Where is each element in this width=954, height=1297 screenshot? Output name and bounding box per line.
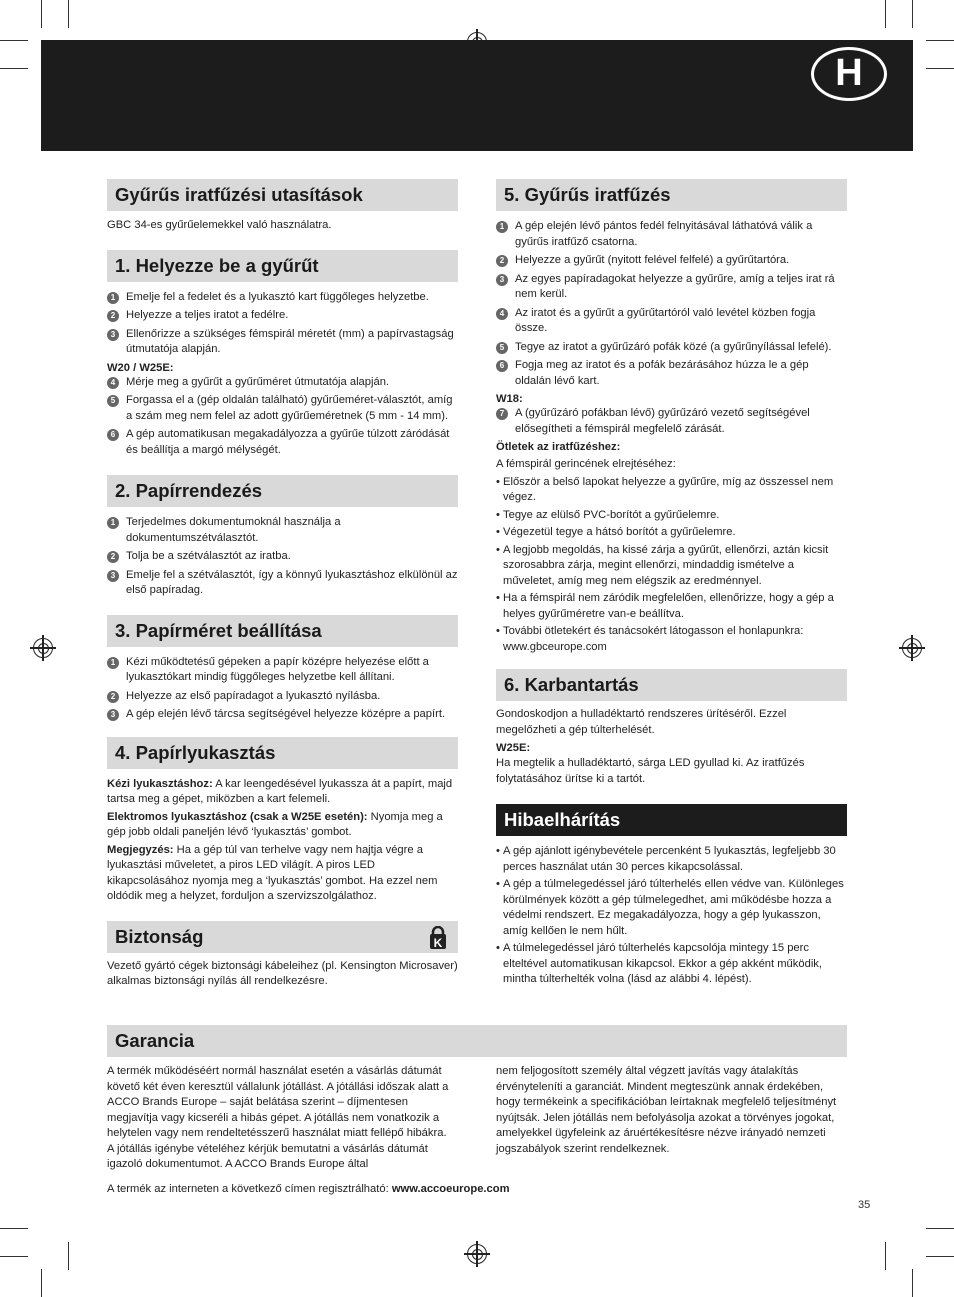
model-subhead: W25E:: [496, 742, 531, 754]
step-list: [107, 515, 458, 599]
crop-mark: [926, 40, 954, 41]
section-title-maintenance: 6. Karbantartás: [496, 669, 847, 701]
list-item: • Végezetül tegye a hátsó borítót a gyűrűelemre.: [496, 526, 736, 538]
list-item: 2 Helyezze a teljes iratot a fedélre.: [107, 308, 458, 324]
section-title-punching: 4. Papírlyukasztás: [107, 737, 458, 769]
crop-mark: [68, 1242, 69, 1270]
crop-mark: [926, 1256, 954, 1257]
punch-paragraph: Kézi lyukasztáshoz: A kar leengedésével lyukassza át a papírt, majd tartsa meg a gépet, miközben a kart felemeli.: [107, 777, 453, 805]
list-item: 1 Emelje fel a fedelet és a lyukasztó kart függőleges helyzetbe.: [107, 290, 458, 306]
header-banner: [41, 40, 913, 151]
list-item: 3 Emelje fel a szétválasztót, így a könnyű lyukasztáshoz elkülönül az első papíradag.: [107, 568, 458, 599]
list-item: • Tegye az elülső PVC-borítót a gyűrűelemre.: [496, 508, 720, 521]
section-title-paper-sort: 2. Papírrendezés: [107, 475, 458, 507]
crop-mark: [68, 0, 69, 28]
section-title-binding: 5. Gyűrűs iratfűzés: [496, 179, 847, 211]
list-item: 7 A (gyűrűzáró pofákban lévő) gyűrűzáró vezető segítségével elősegítheti a fémspirál megfelelő zárását.: [496, 406, 847, 437]
list-item: 4 Mérje meg a gyűrűt a gyűrűméret útmutatója alapján.: [107, 375, 458, 391]
page-number: 35: [858, 1199, 871, 1211]
step-list: [496, 219, 847, 437]
registration-mark-icon: [33, 638, 53, 658]
list-item: 5 Tegye az iratot a gyűrűzáró pofák közé (a gyűrűnyílással lefelé).: [496, 340, 847, 356]
intro-text: GBC 34-es gyűrűelemekkel való használatra.: [107, 219, 332, 231]
section-title-warranty: Garancia: [107, 1025, 847, 1057]
list-item: 6 Fogja meg az iratot és a pofák bezárásához húzza le a gép oldalán lévő kart.: [496, 358, 847, 389]
crop-mark: [885, 1242, 886, 1270]
list-item: 3 Ellenőrizze a szükséges fémspirál méretét (mm) a papírvastagság útmutatója alapján.: [107, 327, 458, 358]
list-item: 1 Terjedelmes dokumentumoknál használja a dokumentumszétválasztót.: [107, 515, 458, 546]
warranty-text: A termék működéséért normál használat esetén a vásárlás dátumát követő két éven keresztül vállalunk jótállást. A jótállási időszak alatt a ACCO Brands Europe – saját belátása szerint – díjmentesen megjavítja vagy kicseréli a hibás gépet. A jótállás nem vonatkozik a helytelen vagy nem rendeltetésszerű használat miatt fellépő hibákra. A jótállás igénybe vételéhez kérjük bemutatni a vásárlás dátumát igazoló dokumentumot. A ACCO Brands Europe által: [107, 1065, 449, 1170]
left-column: [107, 179, 458, 990]
section-title-safety: Biztonság K: [107, 921, 458, 953]
list-item: 2 Helyezze a gyűrűt (nyitott felével felfelé) a gyűrűtartóra.: [496, 253, 847, 269]
list-item: • A túlmelegedéssel járó túlterhelés kapcsolója mintegy 15 perc elteltével automatikusan kikapcsol. Ekkor a gép akként működik, mintha túlterhelték volna (lásd az alábbi 4. lépést).: [496, 942, 823, 985]
crop-mark: [926, 68, 954, 69]
tips-intro: A fémspirál gerincének elrejtéséhez:: [496, 458, 676, 470]
warranty-section: [107, 1025, 847, 1197]
registration-link[interactable]: www.accoeurope.com: [391, 1182, 510, 1195]
maintenance-text: Ha megtelik a hulladéktartó, sárga LED gyullad ki. Az iratfűzés folytatásához ürítse ki a tartót.: [496, 757, 805, 785]
crop-mark: [885, 0, 886, 28]
crop-mark: [0, 1228, 28, 1229]
safety-text: Vezető gyártó cégek biztonsági kábeleihez (pl. Kensington Microsaver) alkalmas biztonsági nyílás áll rendelkezésre.: [107, 959, 458, 987]
list-item: • A gép a túlmelegedéssel járó túlterhelés ellen védve van. Különleges körülmények között a gép túlmelegedhet, ami működésbe hozza a védelmi rendszert. Ez megakadályozza, hogy a gép lyukasszon, amíg kellően le nem hűlt.: [496, 878, 844, 937]
list-item: 2 Tolja be a szétválasztót az iratba.: [107, 549, 458, 565]
crop-mark: [912, 1269, 913, 1297]
list-item: • A gép ajánlott igénybevétele percenként 5 lyukasztás, legfeljebb 30 perces használat után 30 perces kikapcsolással.: [496, 845, 836, 873]
maintenance-text: Gondoskodjon a hulladéktartó rendszeres ürítéséről. Ezzel megelőzheti a gép túlterhelését.: [496, 708, 787, 736]
list-item: 1 A gép elején lévő pántos fedél felnyitásával láthatóvá válik a gyűrűs iratfűző csatorna.: [496, 219, 847, 250]
registration-mark-icon: [902, 638, 922, 658]
language-badge: H: [811, 47, 887, 101]
registration-line: A termék az interneten a következő címen regisztrálható: www.accoeurope.com: [107, 1182, 510, 1195]
section-title-troubleshooting: Hibaelhárítás: [496, 804, 847, 836]
model-subhead: W18:: [496, 393, 523, 405]
list-item: • A legjobb megoldás, ha kissé zárja a gyűrűt, ellenőrzi, aztán kicsit szorosabbra zárja, megint ellenőrzi, mindaddig ismételve a műveletet, amíg meg nem elégszik az eredménnyel.: [496, 543, 829, 587]
section-title-ring-binding: Gyűrűs iratfűzési utasítások: [107, 179, 458, 211]
tips-heading: Ötletek az iratfűzéshez:: [496, 441, 621, 453]
list-item: 4 Az iratot és a gyűrűt a gyűrűtartóról való levétel közben fogja össze.: [496, 306, 847, 337]
list-item: 3 A gép elején lévő tárcsa segítségével helyezze középre a papírt.: [107, 707, 458, 723]
model-subhead: W20 / W25E:: [107, 361, 174, 374]
section-title-paper-size: 3. Papírméret beállítása: [107, 615, 458, 647]
right-column: [496, 179, 847, 990]
crop-mark: [0, 68, 28, 69]
list-item: 5 Forgassa el a (gép oldalán található) gyűrűeméret-választót, amíg a szám meg nem felel az adott gyűrűeméretnek (5 mm - 14 mm).: [107, 393, 458, 424]
step-list: [107, 655, 458, 723]
crop-mark: [926, 1228, 954, 1229]
crop-mark: [0, 40, 28, 41]
svg-text:K: K: [433, 935, 443, 950]
crop-mark: [41, 0, 42, 28]
kensington-lock-icon: [428, 926, 448, 950]
crop-mark: [0, 1256, 28, 1257]
list-item: • Ha a fémspirál nem záródik megfelelően, ellenőrizze, hogy a gép a helyes gyűrűméretre van-e beállítva.: [496, 592, 834, 620]
registration-mark-icon: [467, 1244, 487, 1264]
trouble-list: [496, 844, 847, 988]
list-item: • További ötletekért és tanácsokért látogasson el honlapunkra: www.gbceurope.com: [496, 625, 804, 653]
step-list: [107, 290, 458, 459]
list-item: 6 A gép automatikusan megakadályozza a gyűrűe túlzott záródását és beállítja a margó mélységét.: [107, 427, 458, 458]
note-paragraph: Megjegyzés: Ha a gép túl van terhelve vagy nem hajtja végre a lyukasztási műveletet, a piros LED világít. A piros LED kikapcsolásához nyomja meg a ‘lyukasztás’ gombot. Ha ezzel nem oldódik meg a helyzet, forduljon a szervizszolgálathoz.: [107, 843, 438, 902]
crop-mark: [41, 1269, 42, 1297]
list-item: 1 Kézi működtetésű gépeken a papír középre helyezése előtt a lyukasztókart mindig függőleges helyzetbe kell állítani.: [107, 655, 458, 686]
punch-paragraph: Elektromos lyukasztáshoz (csak a W25E esetén): Nyomja meg a gép jobb oldali paneljén lévő ‘lyukasztás’ gombot.: [107, 810, 443, 838]
list-item: • Először a belső lapokat helyezze a gyűrűre, míg az összessel nem végez.: [496, 475, 834, 503]
tips-list: [496, 475, 847, 656]
list-item: 3 Az egyes papíradagokat helyezze a gyűrűre, amíg a teljes irat rá nem kerül.: [496, 272, 847, 303]
list-item: 2 Helyezze az első papíradagot a lyukasztó nyílásba.: [107, 689, 458, 705]
warranty-text: nem feljogosított személy által végzett javítás vagy átalakítás érvényteleníti a garanciát. Mindent megteszünk annak érdekében, hogy termékeink a specifikációban leírtaknak megfelelő teljesítményt nyújtsák. Jelen jótállás nem befolyásolja azokat a törvényes jogokat, amelyekkel ügyfeleink az áruértékesítésre nézve irányadó nemzeti jogszabályok szerint rendelkeznek.: [496, 1065, 837, 1155]
crop-mark: [912, 0, 913, 28]
section-title-insert-ring: 1. Helyezze be a gyűrűt: [107, 250, 458, 282]
